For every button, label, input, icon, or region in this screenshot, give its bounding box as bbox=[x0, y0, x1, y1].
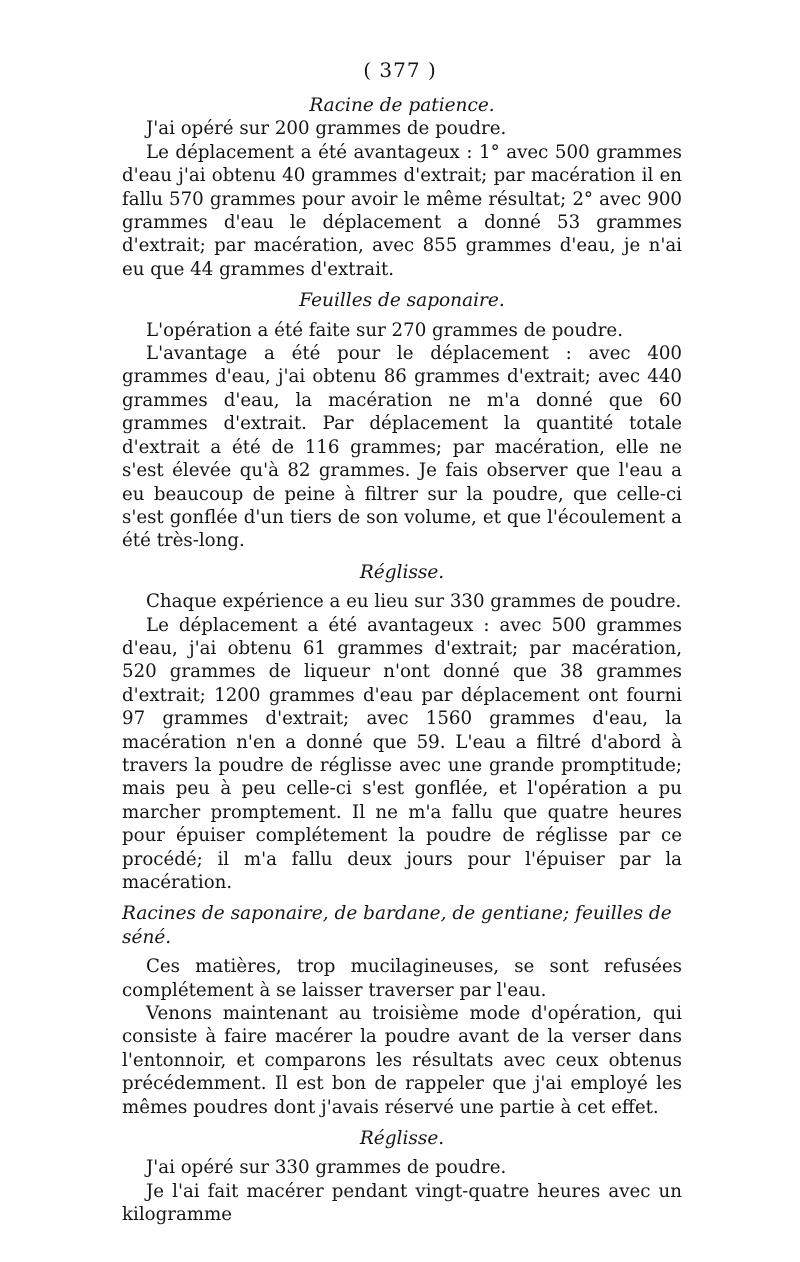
page-body bbox=[122, 90, 682, 1227]
paragraph: Venons maintenant au troisième mode d'opération, qui consiste à faire macérer la poudre avant de la verser dans l'entonnoir, et comparons les résultats avec ceux obtenus précédemment. Il est bon de rappeler que j'ai employé les mêmes poudres dont j'avais réservé une partie à cet effet. bbox=[122, 1003, 682, 1118]
paragraph: Chaque expérience a eu lieu sur 330 grammes de poudre. bbox=[146, 591, 682, 613]
paragraph: Ces matières, trop mucilagineuses, se sont refusées complétement à se laisser traverser par l'eau. bbox=[122, 956, 682, 1001]
paragraph: Je l'ai fait macérer pendant vingt-quatre heures avec un kilogramme bbox=[122, 1180, 682, 1226]
paragraph: Le déplacement a été avantageux : avec 500 grammes d'eau, j'ai obtenu 61 grammes d'extrait; par macération, 520 grammes de liqueur n'ont donné que 38 grammes d'extrait; 1200 grammes d'eau par déplacement ont fourni 97 grammes d'extrait; avec 1560 grammes d'eau, la macération n'en a donné que 59. L'eau a filtré d'abord à travers la poudre de réglisse avec une grande promptitude; mais peu à peu celle-ci s'est gonflée, et l'opération a pu marcher promptement. Il ne m'a fallu que quatre heures pour épuiser complétement la poudre de réglisse par ce procédé; il m'a fallu deux jours pour l'épuiser par la macération. bbox=[122, 614, 682, 893]
paragraph: J'ai opéré sur 330 grammes de poudre. bbox=[146, 1157, 507, 1179]
paragraph: J'ai opéré sur 200 grammes de poudre. bbox=[146, 118, 507, 140]
section-heading: Réglisse. bbox=[359, 561, 445, 583]
section-heading: Réglisse. bbox=[359, 1128, 445, 1150]
paragraph: L'opération a été faite sur 270 grammes de poudre. bbox=[146, 319, 623, 341]
section-heading: Racine de patience. bbox=[309, 95, 495, 116]
section-heading: Feuilles de saponaire. bbox=[299, 290, 505, 312]
paragraph: L'avantage a été pour le déplacement : avec 400 grammes d'eau, j'ai obtenu 86 grammes d'extrait; avec 440 grammes d'eau, la macération ne m'a donné que 60 grammes d'extrait. Par déplacement la quantité totale d'extrait a été de 116 grammes; par macération, elle ne s'est élevée qu'à 82 grammes. Je fais observer que l'eau a eu beaucoup de peine à filtrer sur la poudre, que celle-ci s'est gonflée d'un tiers de son volume, et que l'écoulement a été très-long. bbox=[122, 343, 682, 552]
section-heading: Racines de saponaire, de bardane, de gentiane; feuilles de séné. bbox=[122, 903, 672, 948]
page-number: ( 377 ) bbox=[363, 58, 437, 82]
paragraph: Le déplacement a été avantageux : 1° avec 500 grammes d'eau j'ai obtenu 40 grammes d'extrait; par macération il en fallu 570 grammes pour avoir le même résultat; 2° avec 900 grammes d'eau le déplacement a donné 53 grammes d'extrait; par macération, avec 855 grammes d'eau, je n'ai eu que 44 grammes d'extrait. bbox=[122, 141, 682, 280]
